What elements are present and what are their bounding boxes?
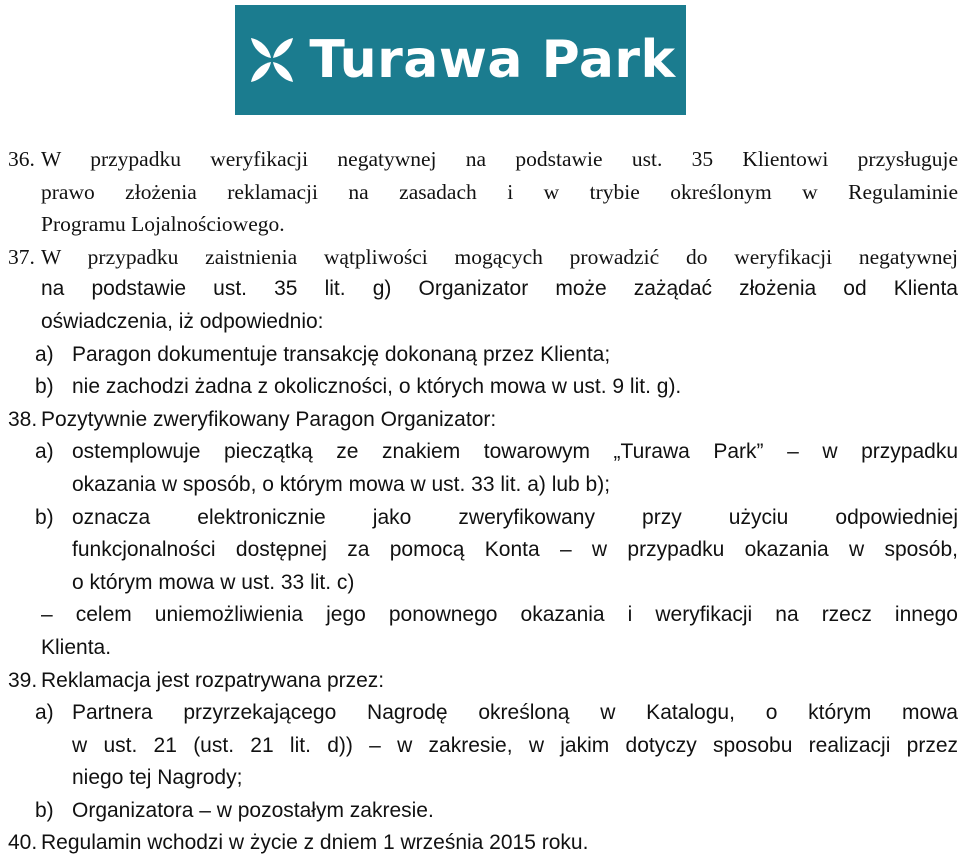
section-38 <box>8 404 958 437</box>
section-text: prawo złożenia reklamacji na zasadach i w trybie określonym w Regulaminie <box>41 179 958 204</box>
section-text: Regulamin wchodzi w życie z dniem 1 września 2015 roku. <box>41 831 589 855</box>
item-text: okazania w sposób, o którym mowa w ust. 33 lit. a) lub b); <box>72 472 611 496</box>
item-label: b) <box>35 798 54 822</box>
section-text: – celem uniemożliwienia jego ponownego okazania i weryfikacji na rzecz innego <box>41 603 958 627</box>
list-item <box>8 436 958 469</box>
item-label: b) <box>35 375 54 399</box>
item-text: Paragon dokumentuje transakcję dokonaną przez Klienta; <box>72 342 611 366</box>
section-37-line <box>8 306 958 339</box>
section-36-line <box>8 208 958 241</box>
section-text: na podstawie ust. 35 lit. g) Organizator może zażądać złożenia od Klienta <box>41 277 958 301</box>
section-title: Reklamacja jest rozpatrywana przez: <box>41 668 385 692</box>
logo-text: Turawa Park <box>309 30 676 90</box>
item-label: a) <box>35 342 54 366</box>
item-text: oznacza elektronicznie jako zweryfikowany przy użyciu odpowiedniej <box>72 505 958 529</box>
section-number: 40. <box>8 831 38 855</box>
regulation-text <box>8 143 958 860</box>
leaf-cross-icon <box>245 34 297 86</box>
section-number: 39. <box>8 668 38 692</box>
list-item <box>8 697 958 730</box>
list-item-line <box>8 534 958 567</box>
section-text: W przypadku weryfikacji negatywnej na podstawie ust. 35 Klientowi przysługuje <box>41 147 958 171</box>
item-text: w ust. 21 (ust. 21 lit. d)) – w zakresie, w jakim dotyczy sposobu realizacji przez <box>72 733 958 757</box>
list-item-line <box>8 469 958 502</box>
list-item <box>8 371 958 404</box>
item-text: Organizatora – w pozostałym zakresie. <box>72 798 434 822</box>
item-text: ostemplowuje pieczątką ze znakiem towarowym „Turawa Park” – w przypadku <box>72 440 958 464</box>
list-item <box>8 502 958 535</box>
item-label: a) <box>35 440 54 464</box>
section-text: Klienta. <box>41 635 112 659</box>
item-text: nie zachodzi żadna z okoliczności, o których mowa w ust. 9 lit. g). <box>72 375 682 399</box>
item-text: niego tej Nagrody; <box>72 766 243 790</box>
section-38-tail <box>8 599 958 632</box>
section-number: 36. <box>8 147 35 171</box>
section-title: Pozytywnie zweryfikowany Paragon Organizator: <box>41 407 497 431</box>
section-38-tail <box>8 632 958 665</box>
section-number: 38. <box>8 407 38 431</box>
section-39 <box>8 665 958 698</box>
turawa-park-logo <box>235 5 686 115</box>
list-item <box>8 339 958 372</box>
section-37-line <box>8 273 958 306</box>
section-text: oświadczenia, iż odpowiednio: <box>41 309 324 333</box>
section-number: 37. <box>8 244 35 269</box>
list-item-line <box>8 567 958 600</box>
item-label: a) <box>35 701 54 725</box>
item-text: funkcjonalności dostępnej za pomocą Konta – w przypadku okazania w sposób, <box>72 538 958 562</box>
list-item <box>8 795 958 828</box>
item-text: Partnera przyrzekającego Nagrodę określoną w Katalogu, o którym mowa <box>72 701 958 725</box>
section-text: W przypadku zaistnienia wątpliwości mogących prowadzić do weryfikacji negatywnej <box>41 244 958 269</box>
section-text: Programu Lojalnościowego. <box>41 212 285 237</box>
list-item-line <box>8 730 958 763</box>
section-36-line <box>8 176 958 209</box>
section-36 <box>8 143 958 176</box>
section-40 <box>8 827 958 860</box>
section-37 <box>8 241 958 274</box>
item-label: b) <box>35 505 54 529</box>
item-text: o którym mowa w ust. 33 lit. c) <box>72 570 355 594</box>
list-item-line <box>8 762 958 795</box>
